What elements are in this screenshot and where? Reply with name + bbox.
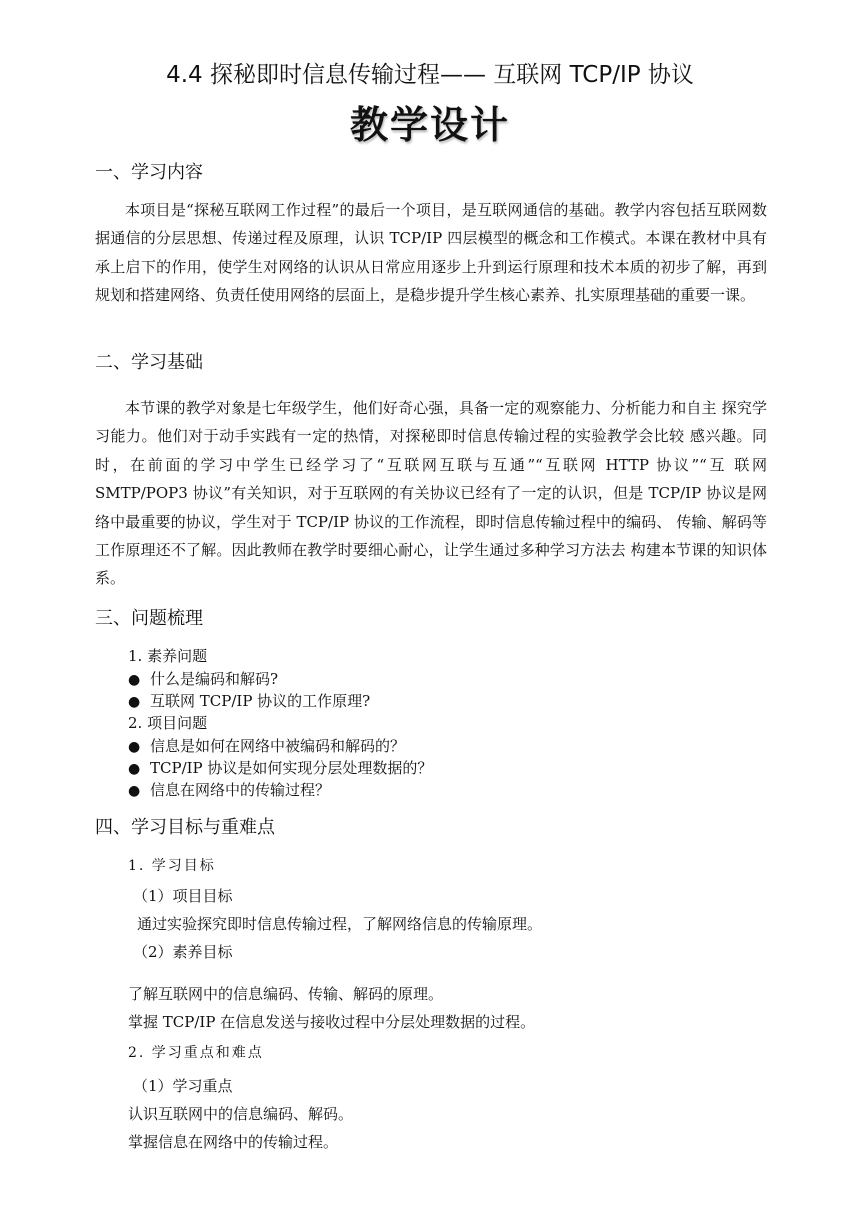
section-paragraph-content: 本项目是“探秘互联网工作过程”的最后一个项目，是互联网通信的基础。教学内容包括互联网数据通信的分层思想、传递过程及原理，认识 TCP/IP 四层模型的概念和工作模式。本课在教材中具有承上启下的作用，使学生对网络的认识从日常应用逐步上升到运行原理和技术本质的初步了解，再到规划和搭建网络、负责任使用网络的层面上，是稳步提升学生核心素养、扎实原理基础的重要一课。 bbox=[95, 201, 767, 305]
bullet-icon: ● bbox=[128, 694, 141, 710]
question-group-project: 2. 项目问题 bbox=[128, 714, 208, 732]
key-point-text-1: 认识互联网中的信息编码、解码。 bbox=[128, 1105, 354, 1123]
section-heading-goals: 四、学习目标与重难点 bbox=[95, 817, 275, 838]
goal-text-project: 通过实验探究即时信息传输过程，了解网络信息的传输原理。 bbox=[137, 915, 543, 933]
bullet-icon: ● bbox=[128, 783, 141, 799]
list-item-text: 信息是如何在网络中被编码和解码的？ bbox=[150, 737, 406, 755]
section-heading-content: 一、学习内容 bbox=[95, 162, 203, 183]
list-item bbox=[128, 735, 405, 758]
list-item bbox=[128, 668, 278, 691]
goal-label-project: （1）项目目标 bbox=[133, 887, 233, 905]
key-point-text-2: 掌握信息在网络中的传输过程。 bbox=[128, 1133, 339, 1151]
question-group-literacy: 1. 素养问题 bbox=[128, 647, 208, 665]
goal-text-literacy-1: 了解互联网中的信息编码、传输、解码的原理。 bbox=[128, 985, 444, 1003]
list-item-text: 互联网 TCP/IP 协议的工作原理? bbox=[150, 692, 371, 710]
section-paragraph-basis: 本节课的教学对象是七年级学生，他们好奇心强，具备一定的观察能力、分析能力和自主 探究学习能力。他们对于动手实践有一定的热情，对探秘即时信息传输过程的实验教学会比较 感兴趣。同时，在前面的学习中学生已经学习了“互联网互联与互通”“互联网 HTTP 协议”“互 联网 SMTP/POP3 协议”有关知识，对于互联网的有关协议已经有了一定的认识，但是 TCP/IP 协议是网络中最重要的协议，学生对于 TCP/IP 协议的工作流程，即时信息传输过程中的编码、 传输、解码等工作原理还不了解。因此教师在教学时要细心耐心，让学生通过多种学习方法去 构建本节课的知识体系。 bbox=[95, 399, 767, 588]
section-heading-questions: 三、问题梳理 bbox=[95, 608, 203, 629]
bullet-icon: ● bbox=[128, 739, 141, 755]
goal-text-literacy-2: 掌握 TCP/IP 在信息发送与接收过程中分层处理数据的过程。 bbox=[128, 1013, 536, 1031]
list-item-text: 什么是编码和解码? bbox=[150, 670, 279, 688]
bullet-icon: ● bbox=[128, 672, 141, 688]
key-point-label: （1）学习重点 bbox=[133, 1077, 233, 1095]
subsection-learning-goals: 1. 学习目标 bbox=[128, 858, 216, 874]
list-item bbox=[128, 690, 370, 713]
goal-label-literacy: （2）素养目标 bbox=[133, 943, 233, 961]
bullet-icon: ● bbox=[128, 761, 141, 777]
doc-subtitle: 教学设计 bbox=[349, 103, 510, 147]
doc-title: 4.4 探秘即时信息传输过程—— 互联网 TCP/IP 协议 bbox=[166, 62, 694, 88]
list-item bbox=[128, 779, 330, 802]
list-item-text: 信息在网络中的传输过程？ bbox=[150, 781, 331, 799]
subsection-key-points: 2. 学习重点和难点 bbox=[128, 1045, 264, 1061]
section-heading-basis: 二、学习基础 bbox=[95, 352, 203, 373]
list-item bbox=[128, 757, 432, 780]
list-item-text: TCP/IP 协议是如何实现分层处理数据的？ bbox=[150, 759, 433, 777]
